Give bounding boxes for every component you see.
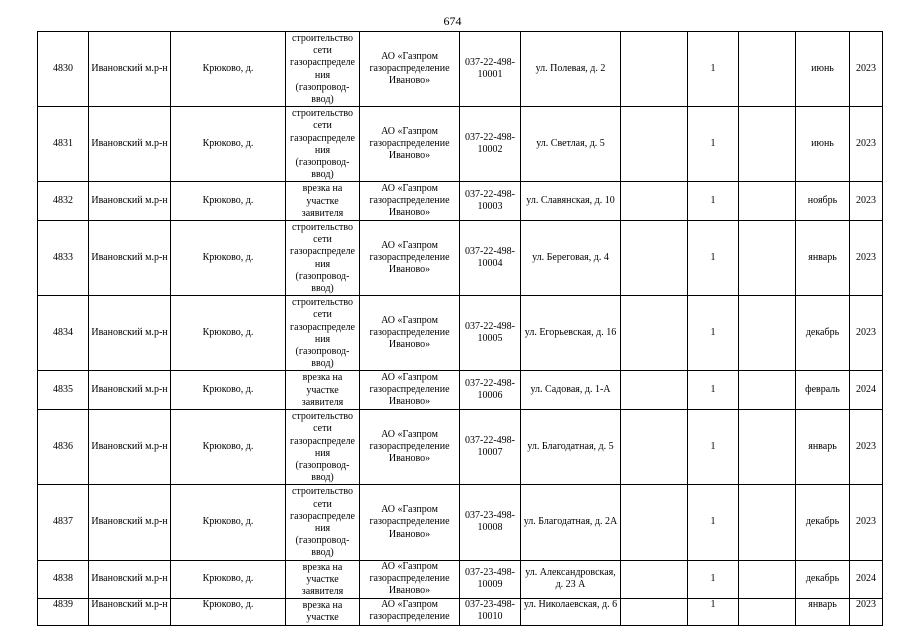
empty-cell	[621, 599, 688, 625]
district-cell: Ивановский м.р-н	[89, 599, 171, 625]
row-number: 4831	[38, 107, 89, 182]
table-row	[38, 182, 883, 221]
address-cell: ул. Александровская, д. 23 А	[521, 560, 621, 599]
empty-cell	[621, 485, 688, 560]
address-cell: ул. Благодатная, д. 2А	[521, 485, 621, 560]
address-cell: ул. Егорьевская, д. 16	[521, 296, 621, 371]
empty-cell	[621, 296, 688, 371]
code-cell: 037-23-498-10009	[460, 560, 521, 599]
table-row	[38, 410, 883, 485]
row-number: 4834	[38, 296, 89, 371]
organization-cell: АО «Газпром газораспределение Иваново»	[360, 371, 460, 410]
address-cell: ул. Садовая, д. 1-А	[521, 371, 621, 410]
code-cell: 037-22-498-10001	[460, 32, 521, 107]
empty-cell	[739, 371, 796, 410]
organization-cell: АО «Газпром газораспределение	[360, 599, 460, 625]
code-cell: 037-23-498-10008	[460, 485, 521, 560]
settlement-cell: Крюково, д.	[171, 32, 286, 107]
settlement-cell: Крюково, д.	[171, 485, 286, 560]
empty-cell	[739, 560, 796, 599]
quantity-cell: 1	[688, 371, 739, 410]
organization-cell: АО «Газпром газораспределение Иваново»	[360, 221, 460, 296]
gasification-schedule-table	[37, 31, 883, 626]
work-type-cell: строительство сети газораспределения (газопровод-ввод)	[286, 32, 360, 107]
organization-cell: АО «Газпром газораспределение Иваново»	[360, 296, 460, 371]
row-number: 4838	[38, 560, 89, 599]
empty-cell	[621, 32, 688, 107]
table-row	[38, 107, 883, 182]
month-cell: декабрь	[796, 560, 850, 599]
quantity-cell: 1	[688, 410, 739, 485]
code-cell: 037-22-498-10007	[460, 410, 521, 485]
settlement-cell: Крюково, д.	[171, 296, 286, 371]
code-cell: 037-22-498-10003	[460, 182, 521, 221]
row-number: 4835	[38, 371, 89, 410]
table-row	[38, 221, 883, 296]
work-type-cell: врезка на участке заявителя	[286, 560, 360, 599]
month-cell: ноябрь	[796, 182, 850, 221]
empty-cell	[739, 107, 796, 182]
district-cell: Ивановский м.р-н	[89, 371, 171, 410]
work-type-cell: врезка на участке заявителя	[286, 182, 360, 221]
empty-cell	[621, 410, 688, 485]
empty-cell	[739, 32, 796, 107]
work-type-cell: врезка на участке	[286, 599, 360, 625]
organization-cell: АО «Газпром газораспределение Иваново»	[360, 560, 460, 599]
work-type-cell: врезка на участке заявителя	[286, 371, 360, 410]
code-cell: 037-23-498-10010	[460, 599, 521, 625]
address-cell: ул. Береговая, д. 4	[521, 221, 621, 296]
address-cell: ул. Николаевская, д. 6	[521, 599, 621, 625]
year-cell: 2023	[850, 107, 883, 182]
month-cell: декабрь	[796, 296, 850, 371]
empty-cell	[739, 485, 796, 560]
quantity-cell: 1	[688, 182, 739, 221]
district-cell: Ивановский м.р-н	[89, 221, 171, 296]
settlement-cell: Крюково, д.	[171, 182, 286, 221]
year-cell: 2023	[850, 485, 883, 560]
empty-cell	[739, 410, 796, 485]
work-type-cell: строительство сети газораспределения (газопровод-ввод)	[286, 485, 360, 560]
work-type-cell: строительство сети газораспределения (газопровод-ввод)	[286, 296, 360, 371]
month-cell: февраль	[796, 371, 850, 410]
settlement-cell: Крюково, д.	[171, 410, 286, 485]
organization-cell: АО «Газпром газораспределение Иваново»	[360, 485, 460, 560]
settlement-cell: Крюково, д.	[171, 371, 286, 410]
month-cell: декабрь	[796, 485, 850, 560]
month-cell: январь	[796, 410, 850, 485]
row-number: 4832	[38, 182, 89, 221]
quantity-cell: 1	[688, 560, 739, 599]
year-cell: 2023	[850, 182, 883, 221]
year-cell: 2023	[850, 32, 883, 107]
organization-cell: АО «Газпром газораспределение Иваново»	[360, 182, 460, 221]
month-cell: июнь	[796, 32, 850, 107]
empty-cell	[739, 296, 796, 371]
page-number: 674	[443, 14, 462, 28]
address-cell: ул. Светлая, д. 5	[521, 107, 621, 182]
address-cell: ул. Полевая, д. 2	[521, 32, 621, 107]
table-row	[38, 485, 883, 560]
quantity-cell: 1	[688, 485, 739, 560]
table-row	[38, 599, 883, 625]
month-cell: июнь	[796, 107, 850, 182]
organization-cell: АО «Газпром газораспределение Иваново»	[360, 32, 460, 107]
district-cell: Ивановский м.р-н	[89, 182, 171, 221]
work-type-cell: строительство сети газораспределения (газопровод-ввод)	[286, 107, 360, 182]
settlement-cell: Крюково, д.	[171, 560, 286, 599]
row-number: 4839	[38, 599, 89, 625]
empty-cell	[621, 107, 688, 182]
quantity-cell: 1	[688, 599, 739, 625]
work-type-cell: строительство сети газораспределения (газопровод-ввод)	[286, 221, 360, 296]
year-cell: 2024	[850, 371, 883, 410]
table-row	[38, 371, 883, 410]
quantity-cell: 1	[688, 296, 739, 371]
row-number: 4837	[38, 485, 89, 560]
address-cell: ул. Благодатная, д. 5	[521, 410, 621, 485]
quantity-cell: 1	[688, 221, 739, 296]
month-cell: январь	[796, 221, 850, 296]
year-cell: 2024	[850, 560, 883, 599]
empty-cell	[621, 182, 688, 221]
row-number: 4830	[38, 32, 89, 107]
district-cell: Ивановский м.р-н	[89, 410, 171, 485]
year-cell: 2023	[850, 296, 883, 371]
settlement-cell: Крюково, д.	[171, 221, 286, 296]
address-cell: ул. Славянская, д. 10	[521, 182, 621, 221]
settlement-cell: Крюково, д.	[171, 599, 286, 625]
settlement-cell: Крюково, д.	[171, 107, 286, 182]
empty-cell	[621, 221, 688, 296]
empty-cell	[739, 599, 796, 625]
organization-cell: АО «Газпром газораспределение Иваново»	[360, 410, 460, 485]
row-number: 4833	[38, 221, 89, 296]
empty-cell	[739, 221, 796, 296]
district-cell: Ивановский м.р-н	[89, 107, 171, 182]
code-cell: 037-22-498-10004	[460, 221, 521, 296]
year-cell: 2023	[850, 410, 883, 485]
code-cell: 037-22-498-10006	[460, 371, 521, 410]
table-row	[38, 296, 883, 371]
year-cell: 2023	[850, 221, 883, 296]
district-cell: Ивановский м.р-н	[89, 296, 171, 371]
empty-cell	[739, 182, 796, 221]
table-row	[38, 560, 883, 599]
year-cell: 2023	[850, 599, 883, 625]
quantity-cell: 1	[688, 107, 739, 182]
code-cell: 037-22-498-10002	[460, 107, 521, 182]
code-cell: 037-22-498-10005	[460, 296, 521, 371]
empty-cell	[621, 371, 688, 410]
district-cell: Ивановский м.р-н	[89, 32, 171, 107]
month-cell: январь	[796, 599, 850, 625]
row-number: 4836	[38, 410, 89, 485]
organization-cell: АО «Газпром газораспределение Иваново»	[360, 107, 460, 182]
district-cell: Ивановский м.р-н	[89, 560, 171, 599]
empty-cell	[621, 560, 688, 599]
district-cell: Ивановский м.р-н	[89, 485, 171, 560]
work-type-cell: строительство сети газораспределения (газопровод-ввод)	[286, 410, 360, 485]
table-row	[38, 32, 883, 107]
quantity-cell: 1	[688, 32, 739, 107]
